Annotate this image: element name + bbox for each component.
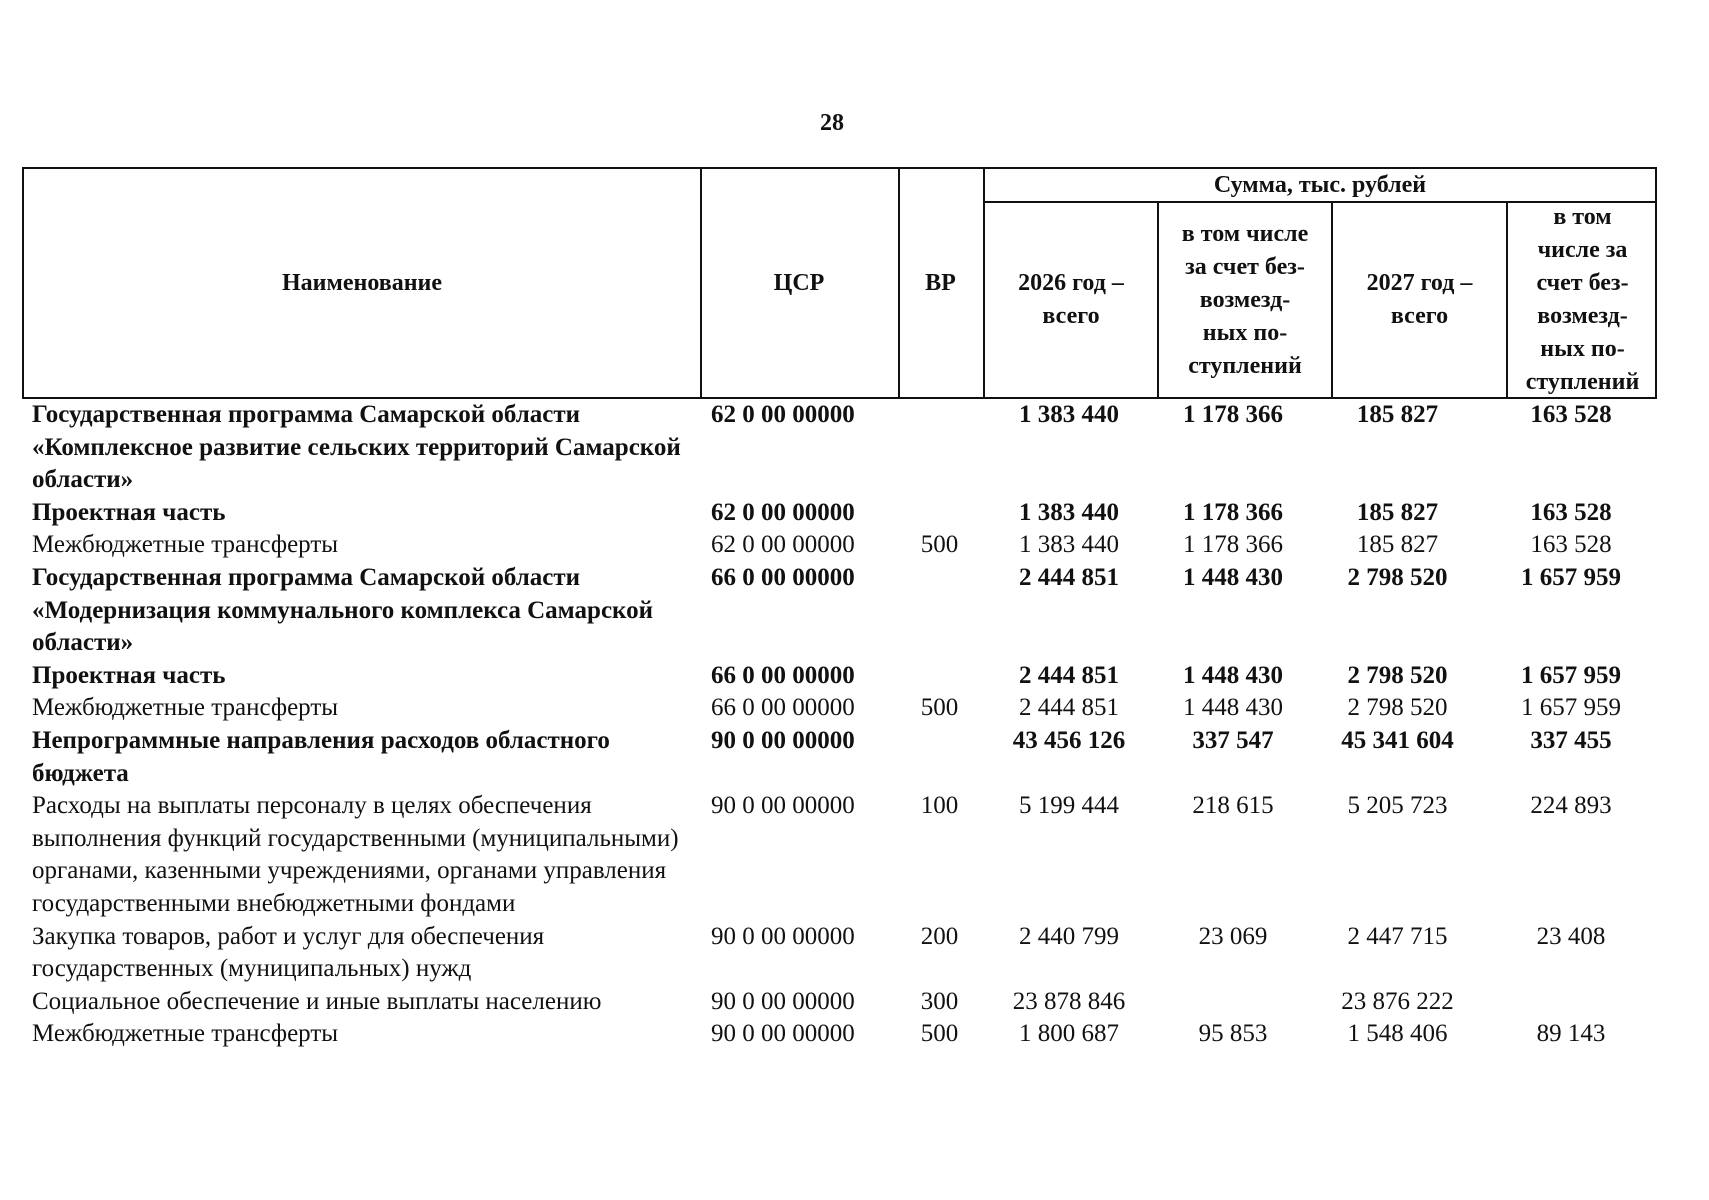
header-sum-group: Сумма, тыс. рублей [1213, 171, 1427, 198]
table-row [22, 562, 1657, 660]
table-row [22, 986, 1657, 1019]
row-csr: 62 0 00 00000 [711, 531, 855, 559]
header-csr: ЦСР [773, 269, 825, 296]
row-2027-free: 89 143 [1536, 1020, 1606, 1048]
row-2026-total: 1 800 687 [1019, 1020, 1119, 1048]
row-2026-free: 1 178 366 [1183, 531, 1283, 559]
row-2027-total: 2 447 715 [1347, 922, 1448, 950]
row-2026-total: 43 456 126 [1012, 726, 1126, 754]
row-2026-total: 1 383 440 [1019, 498, 1119, 526]
row-vr [897, 660, 982, 693]
row-2026-total: 5 199 444 [1019, 792, 1119, 820]
table-row [22, 725, 1657, 790]
row-csr: 66 0 00 00000 [711, 661, 855, 689]
row-2027-free: 1 657 959 [1521, 694, 1621, 722]
row-2026-total: 1 383 440 [1019, 531, 1119, 559]
table-body [22, 399, 1657, 1051]
row-vr [897, 399, 982, 497]
row-2027-free: 163 528 [1530, 401, 1612, 428]
row-2026-free: 1 178 366 [1183, 498, 1283, 526]
row-name: Социальное обеспечение и иные выплаты населению [32, 987, 602, 1015]
row-2026-total: 2 444 851 [1019, 694, 1119, 722]
row-2026-total: 2 440 799 [1019, 922, 1119, 950]
table-row [22, 692, 1657, 725]
row-2026-total: 1 383 440 [1019, 401, 1119, 428]
row-2026-free: 1 448 430 [1183, 563, 1283, 591]
row-name: Межбюджетные трансферты [32, 694, 339, 722]
row-2027-total: 45 341 604 [1341, 726, 1454, 754]
row-name: Государственная программа Самарской области «Комплексное развитие сельских территорий Самарской области» [32, 401, 681, 494]
row-2027-total: 5 205 723 [1347, 792, 1448, 820]
header-2027-total: 2027 год – всего [1366, 270, 1473, 329]
table-row [22, 399, 1657, 497]
row-name: Межбюджетные трансферты [32, 1020, 339, 1048]
row-vr: 500 [920, 1020, 959, 1048]
table-header [22, 167, 1657, 399]
row-csr: 90 0 00 00000 [711, 1020, 855, 1048]
row-name: Государственная программа Самарской области «Модернизация коммунального комплекса Самарской области» [32, 563, 654, 657]
header-vr: ВР [925, 269, 956, 296]
row-2027-free: 1 657 959 [1521, 563, 1621, 591]
header-2026-total: 2026 год – всего [1018, 270, 1124, 329]
row-vr: 300 [920, 987, 959, 1015]
table-row [22, 497, 1657, 530]
row-name: Расходы на выплаты персоналу в целях обеспечения выполнения функций государственными (муниципальными) органами, казенными учреждениями, органами управления государственными внебюджетными фондами [32, 792, 679, 917]
row-2026-total: 2 444 851 [1019, 563, 1119, 591]
row-2026-free: 23 069 [1198, 922, 1268, 950]
row-name: Межбюджетные трансферты [32, 531, 339, 559]
row-vr [897, 725, 982, 790]
row-2027-free [1485, 986, 1657, 1019]
row-2026-free: 1 448 430 [1183, 694, 1283, 722]
row-2027-total: 23 876 222 [1341, 987, 1454, 1015]
row-csr: 90 0 00 00000 [711, 726, 855, 754]
row-csr: 62 0 00 00000 [711, 401, 855, 428]
row-csr: 90 0 00 00000 [711, 987, 855, 1015]
row-name: Закупка товаров, работ и услуг для обеспечения государственных (муниципальных) нужд [32, 922, 545, 983]
row-csr: 90 0 00 00000 [711, 922, 855, 950]
row-2026-free: 1 178 366 [1183, 401, 1283, 428]
row-vr: 100 [920, 792, 959, 820]
row-2027-free: 163 528 [1530, 531, 1612, 559]
row-vr: 500 [920, 694, 959, 722]
page-number: 28 [820, 110, 844, 136]
row-csr: 62 0 00 00000 [711, 498, 855, 526]
row-2027-free: 1 657 959 [1521, 661, 1621, 689]
header-name: Наименование [282, 269, 442, 296]
row-2026-free: 1 448 430 [1183, 661, 1283, 689]
table-row [22, 1018, 1657, 1051]
row-2027-total: 2 798 520 [1347, 661, 1448, 689]
row-2027-free: 224 893 [1530, 792, 1612, 820]
row-vr: 500 [920, 531, 959, 559]
row-2027-total: 2 798 520 [1347, 694, 1448, 722]
row-2027-total: 1 548 406 [1347, 1020, 1448, 1048]
row-vr [897, 497, 982, 530]
table-row [22, 921, 1657, 986]
header-2027-free: в том числе за счет без-возмезд-ных по-ступлений [1525, 204, 1640, 395]
row-name: Проектная часть [32, 498, 226, 526]
table-row [22, 790, 1657, 920]
row-2026-free: 218 615 [1192, 792, 1274, 820]
row-2026-free: 95 853 [1198, 1020, 1268, 1048]
row-2027-free: 337 455 [1530, 726, 1612, 754]
header-2026-free: в том числе за счет без-возмезд-ных по-ступлений [1181, 220, 1309, 379]
row-vr: 200 [920, 922, 959, 950]
row-2026-total: 23 878 846 [1012, 987, 1126, 1015]
row-2026-free: 337 547 [1192, 726, 1274, 754]
row-2026-total: 2 444 851 [1019, 661, 1119, 689]
row-2027-free: 23 408 [1536, 922, 1606, 950]
row-2027-free: 163 528 [1530, 498, 1612, 526]
row-2026-free [1156, 986, 1310, 1019]
row-name: Непрограммные направления расходов областного бюджета [32, 726, 610, 787]
row-vr [897, 562, 982, 660]
row-csr: 66 0 00 00000 [711, 563, 855, 591]
row-2027-total: 185 827 [1356, 531, 1439, 559]
row-2027-total: 2 798 520 [1347, 563, 1448, 591]
row-name: Проектная часть [32, 661, 226, 689]
table-row [22, 529, 1657, 562]
row-csr: 90 0 00 00000 [711, 792, 855, 820]
row-2027-total: 185 827 [1356, 498, 1439, 526]
row-2027-total: 185 827 [1356, 401, 1439, 428]
table-row [22, 660, 1657, 693]
row-csr: 66 0 00 00000 [711, 694, 855, 722]
